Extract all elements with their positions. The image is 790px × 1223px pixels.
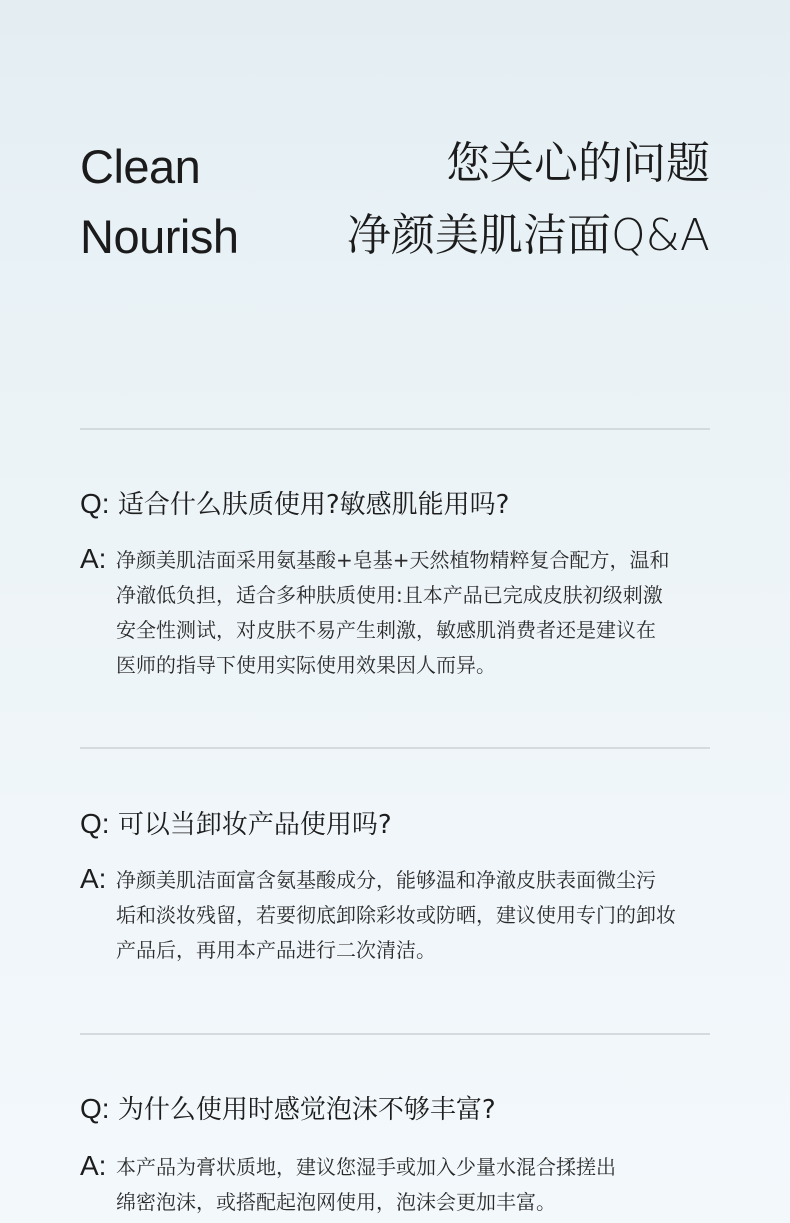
question-text: 为什么使用时感觉泡沫不够丰富? [117,1095,496,1125]
brand-line-2: Nourish [80,210,239,263]
answer-line: 净颜美肌洁面采用氨基酸+皂基+天然植物精粹复合配方，温和 [116,548,670,572]
answer-line: 安全性测试，对皮肤不易产生刺激，敏感肌消费者还是建议在 [116,618,656,642]
title-line-2: 净颜美肌洁面Q&A [346,210,710,261]
question-prefix: Q: [80,488,110,519]
answer [80,863,760,968]
answer-line: 产品后，再用本产品进行二次清洁。 [116,938,436,962]
brand-line-1: Clean [80,140,201,193]
answer-prefix: A: [80,1150,107,1181]
qa-item-skin-type [80,486,760,683]
answer-line: 净颜美肌洁面富含氨基酸成分，能够温和净澈皮肤表面微尘污 [116,868,656,892]
answer [80,543,760,683]
question-text: 可以当卸妆产品使用吗? [117,810,392,840]
question-text: 适合什么肤质使用?敏感肌能用吗? [117,490,510,520]
answer-line: 垢和淡妆残留，若要彻底卸除彩妆或防晒，建议使用专门的卸妆 [116,903,676,927]
answer [80,1150,760,1220]
answer-prefix: A: [80,543,107,574]
qa-item-makeup-removal [80,806,760,968]
answer-line: 本产品为膏状质地，建议您湿手或加入少量水混合揉搓出 [116,1155,616,1179]
qa-item-foam [80,1091,760,1220]
answer-prefix: A: [80,863,107,894]
page-title [347,128,710,272]
question-prefix: Q: [80,808,110,839]
brand-name [80,132,238,272]
divider [80,428,710,430]
divider [80,747,710,749]
question [80,486,760,523]
answer-line: 净澈低负担，适合多种肤质使用:且本产品已完成皮肤初级刺激 [116,583,663,607]
title-line-1: 您关心的问题 [446,138,710,189]
answer-line: 绵密泡沫，或搭配起泡网使用，泡沫会更加丰富。 [116,1190,556,1214]
question [80,806,760,843]
divider [80,1033,710,1035]
question-prefix: Q: [80,1093,110,1124]
answer-line: 医师的指导下使用实际使用效果因人而异。 [116,653,496,677]
question [80,1091,760,1128]
